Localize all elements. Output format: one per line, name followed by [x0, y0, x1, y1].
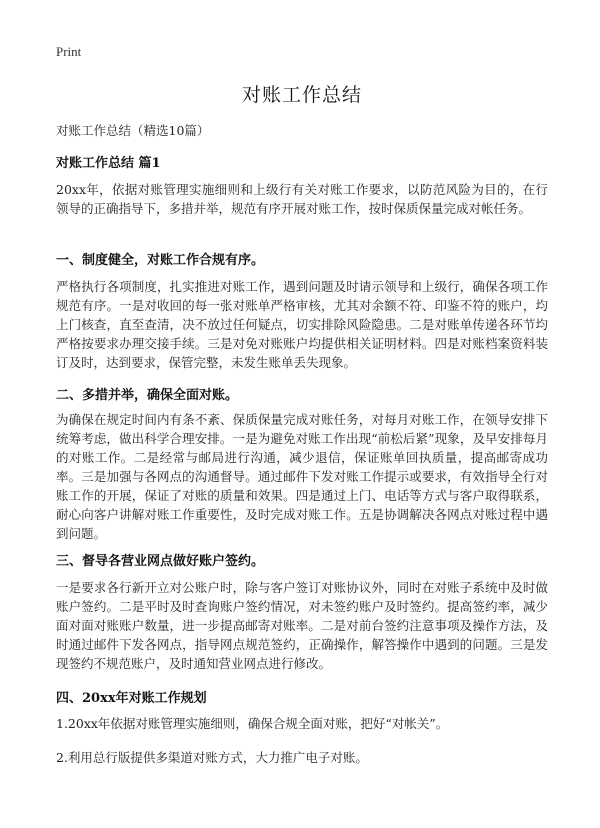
document-subtitle: 对账工作总结（精选10篇）	[56, 123, 210, 138]
section-heading-1: 一、制度健全，对账工作合规有序。	[56, 253, 265, 268]
section-body-2: 为确保在规定时间内有条不紊、保质保量完成对账任务，对每月对账工作，在领导安排下统筹考虑，做出科学合理安排。一是为避免对账工作出现“前松后紧”现象，及早安排每月的对账工作。二是经常与邮局进行沟通，减少退信，保证账单回执质量，提高邮寄成功率。三是加强与各网点的沟通督导。通过邮件下发对账工作提示或要求，有效指导全行对账工作的开展，保证了对账的质量和效果。四是通过上门、电话等方式与客户取得联系，耐心向客户讲解对账工作重要性，及时完成对账工作。五是协调解决各网点对账过程中遇到问题。	[56, 412, 548, 541]
page-title: 对账工作总结	[241, 84, 362, 106]
section-body-3: 一是要求各行新开立对公账户时，除与客户签订对账协议外，同时在对账子系统中及时做账户签约。二是平时及时查询账户签约情况，对未签约账户及时签约。提高签约率，减少面对面对账账户数量，进一步提高邮寄对账率。二是对前台签约注意事项及操作方法，及时通过邮件下发各网点，指导网点规范签约，正确操作，解答操作中遇到的问题。三是发现签约不规范账户，及时通知营业网点进行修改。	[56, 580, 548, 671]
section-heading-4: 四、20xx年对账工作规划	[56, 691, 207, 706]
trailing-paragraph: 2.利用总行版提供多渠道对账方式，大力推广电子对账。	[56, 750, 368, 765]
section-body-4: 1.20xx年依据对账管理实施细则，确保合规全面对账，把好“对帐关”。	[56, 716, 449, 731]
section-heading-3: 三、督导各营业网点做好账户签约。	[56, 554, 265, 569]
section-heading-2: 二、多措并举，确保全面对账。	[56, 388, 239, 403]
print-link[interactable]: Print	[56, 44, 82, 59]
section-body-1: 严格执行各项制度，扎实推进对账工作，遇到问题及时请示领导和上级行，确保各项工作规范有序。一是对收回的每一张对账单严格审核，尤其对余额不符、印鉴不符的账户，均上门核查，直至查清，决不放过任何疑点，切实排除风险隐患。二是对账单传递各环节均严格按要求办理交接手续。三是对免对账账户均提供相关证明材料。四是对账档案资料装订及时，达到要求，保管完整，未发生账单丢失现象。	[56, 279, 548, 370]
intro-paragraph: 20xx年，依据对账管理实施细则和上级行有关对账工作要求，以防范风险为目的，在行领导的正确指导下，多措并举，规范有序开展对账工作，按时保质保量完成对帐任务。	[56, 182, 548, 216]
article-title: 对账工作总结 篇1	[56, 156, 161, 171]
